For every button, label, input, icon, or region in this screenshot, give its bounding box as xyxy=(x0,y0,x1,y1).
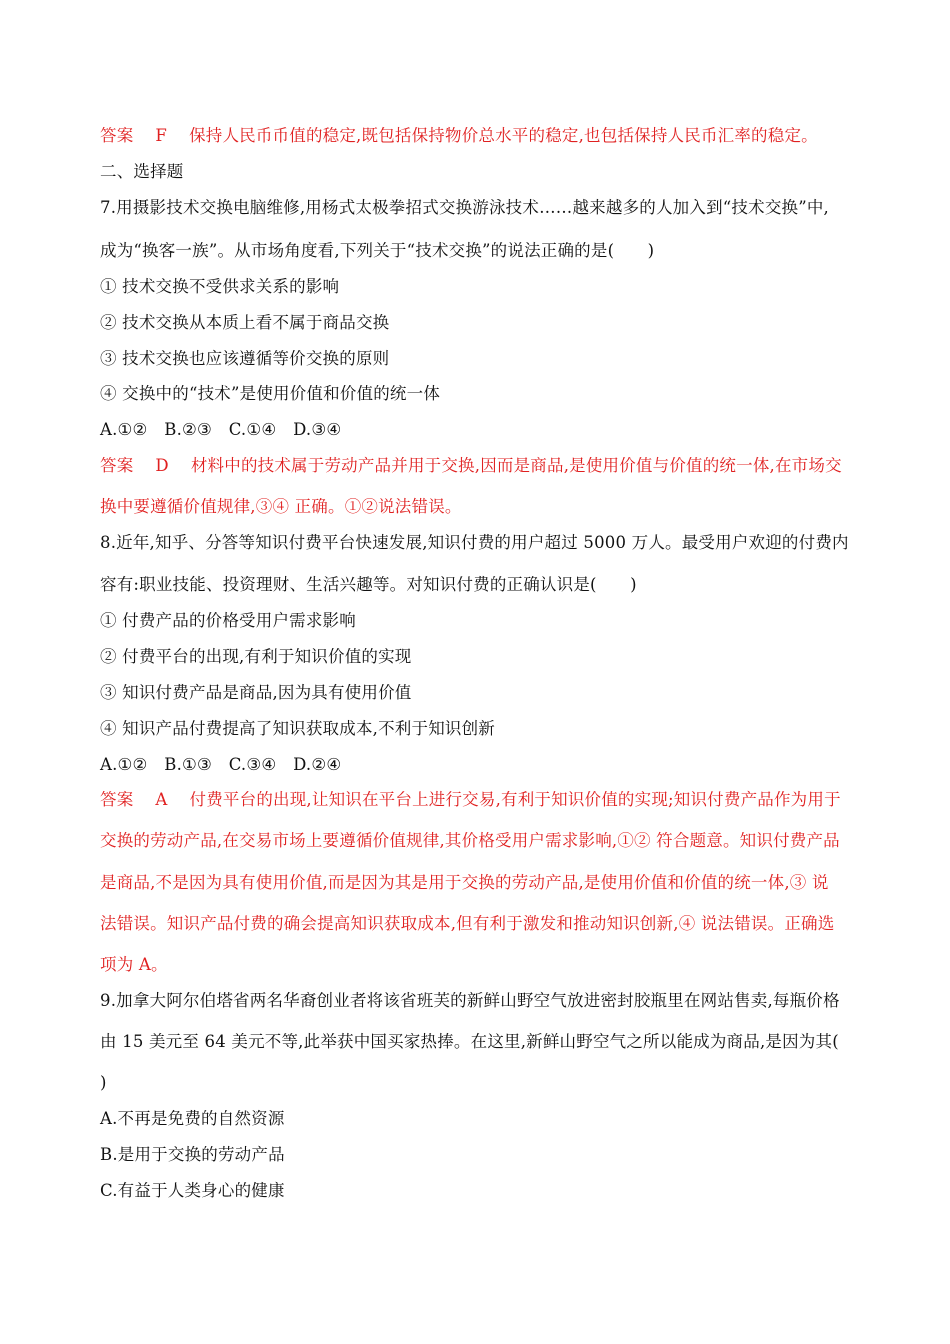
q8-answer-line4: 法错误。知识产品付费的确会提高知识获取成本,但有利于激发和推动知识创新,④ 说法错误。正确选 xyxy=(100,914,835,933)
q9-stem-line1: 9.加拿大阿尔伯塔省两名华裔创业者将该省班芙的新鲜山野空气放进密封胶瓶里在网站售卖,每瓶价格 xyxy=(100,991,840,1010)
q7-answer-line2: 换中要遵循价值规律,③④ 正确。①②说法错误。 xyxy=(100,497,462,516)
q8-item-1: ① 付费产品的价格受用户需求影响 xyxy=(100,611,356,630)
answer-text: 材料中的技术属于劳动产品并用于交换,因而是商品,是使用价值与价值的统一体,在市场交 xyxy=(190,456,842,475)
answer-label: 答案 xyxy=(100,126,134,145)
q8-stem-line1: 8.近年,知乎、分答等知识付费平台快速发展,知识付费的用户超过 5000 万人。最受用户欢迎的付费内 xyxy=(100,533,849,552)
q9-option-c: C.有益于人类身心的健康 xyxy=(100,1181,285,1200)
answer-letter: F xyxy=(155,126,168,145)
q8-item-4: ④ 知识产品付费提高了知识获取成本,不利于知识创新 xyxy=(100,719,495,738)
q8-item-2: ② 付费平台的出现,有利于知识价值的实现 xyxy=(100,647,412,666)
q8-answer-line2: 交换的劳动产品,在交易市场上要遵循价值规律,其价格受用户需求影响,①② 符合题意。知识付费产品 xyxy=(100,831,840,850)
q8-answer-line3: 是商品,不是因为具有使用价值,而是因为其是用于交换的劳动产品,是使用价值和价值的统一体,③ 说 xyxy=(100,873,829,892)
q7-answer-line1 xyxy=(100,455,842,477)
q7-item-2: ② 技术交换从本质上看不属于商品交换 xyxy=(100,313,390,332)
answer-text: 付费平台的出现,让知识在平台上进行交易,有利于知识价值的实现;知识付费产品作为用于 xyxy=(189,790,841,809)
q9-stem-line3: ) xyxy=(100,1073,107,1092)
q7-options: A.①② B.②③ C.①④ D.③④ xyxy=(100,420,342,439)
q8-item-3: ③ 知识付费产品是商品,因为具有使用价值 xyxy=(100,683,412,702)
q8-answer-line5: 项为 A。 xyxy=(100,955,168,974)
section-title: 二、选择题 xyxy=(100,162,184,181)
q7-item-4: ④ 交换中的“技术”是使用价值和价值的统一体 xyxy=(100,384,441,403)
answer-letter: D xyxy=(155,456,169,475)
q9-stem-line2: 由 15 美元至 64 美元不等,此举获中国买家热捧。在这里,新鲜山野空气之所以能成为商品,是因为其( xyxy=(100,1032,839,1051)
q8-stem-line2: 容有:职业技能、投资理财、生活兴趣等。对知识付费的正确认识是( ) xyxy=(100,575,637,594)
answer-f xyxy=(100,125,818,147)
q7-item-3: ③ 技术交换也应该遵循等价交换的原则 xyxy=(100,349,390,368)
answer-letter: A xyxy=(155,790,168,809)
q7-stem-line2: 成为“换客一族”。从市场角度看,下列关于“技术交换”的说法正确的是( ) xyxy=(100,241,655,260)
q9-option-a: A.不再是免费的自然资源 xyxy=(100,1109,285,1128)
answer-label: 答案 xyxy=(100,790,134,809)
answer-text: 保持人民币币值的稳定,既包括保持物价总水平的稳定,也包括保持人民币汇率的稳定。 xyxy=(189,126,818,145)
q7-item-1: ① 技术交换不受供求关系的影响 xyxy=(100,277,340,296)
q7-stem-line1: 7.用摄影技术交换电脑维修,用杨式太极拳招式交换游泳技术……越来越多的人加入到“技术交换”中, xyxy=(100,198,830,217)
answer-label: 答案 xyxy=(100,456,134,475)
q8-answer-line1 xyxy=(100,789,841,811)
q9-option-b: B.是用于交换的劳动产品 xyxy=(100,1145,285,1164)
q8-options: A.①② B.①③ C.③④ D.②④ xyxy=(100,755,342,774)
